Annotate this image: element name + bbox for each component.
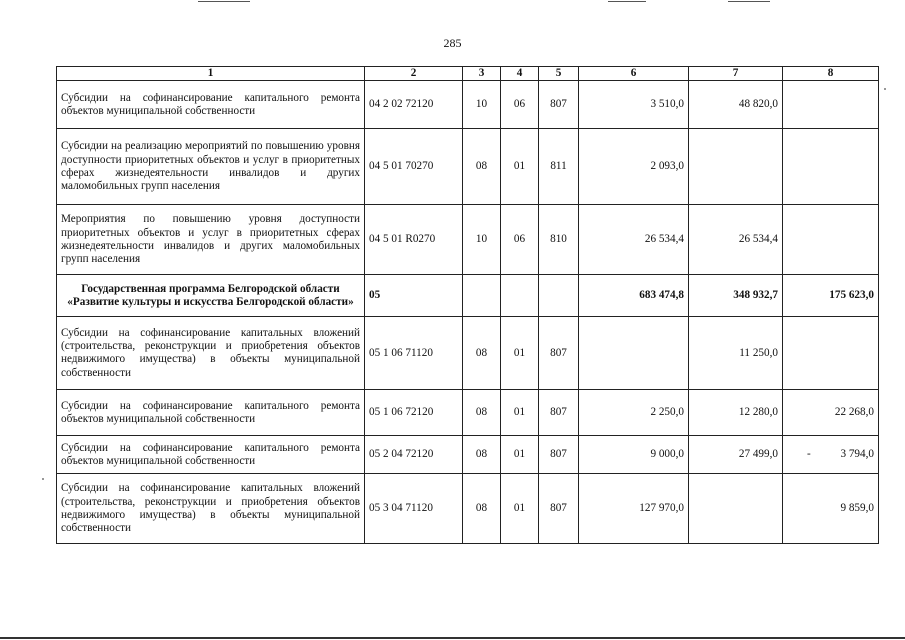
budget-table bbox=[56, 66, 879, 544]
row-section: 10 bbox=[463, 205, 501, 275]
table-row bbox=[57, 317, 879, 390]
row-value-8 bbox=[783, 436, 879, 474]
header-col-3: 3 bbox=[463, 67, 501, 81]
header-col-4: 4 bbox=[501, 67, 539, 81]
row-expense-type: 807 bbox=[539, 81, 579, 129]
row-code: 05 3 04 71120 bbox=[365, 474, 463, 544]
row-expense-type: 807 bbox=[539, 474, 579, 544]
row-value-6: 127 970,0 bbox=[579, 474, 689, 544]
row-description: Субсидии на софинансирование капитального ремонта объектов муниципальной собственности bbox=[57, 81, 365, 129]
row-expense-type: 811 bbox=[539, 129, 579, 205]
header-row bbox=[57, 67, 879, 81]
program-value-7: 348 932,7 bbox=[689, 275, 783, 317]
row-value-8 bbox=[783, 205, 879, 275]
row-expense-type bbox=[539, 275, 579, 317]
row-subsection: 06 bbox=[501, 81, 539, 129]
row-description: Субсидии на реализацию мероприятий по повышению уровня доступности приоритетных объектов и услуг в приоритетных сферах жизнедеятельности инвалидов и других маломобильных групп населения bbox=[57, 129, 365, 205]
scan-artifact bbox=[728, 1, 770, 2]
table-row bbox=[57, 81, 879, 129]
header-col-6: 6 bbox=[579, 67, 689, 81]
table-row bbox=[57, 474, 879, 544]
row-code: 05 1 06 72120 bbox=[365, 390, 463, 436]
row-subsection bbox=[501, 275, 539, 317]
program-title: Государственная программа Белгородской области «Развитие культуры и искусства Белгородской области» bbox=[57, 275, 365, 317]
row-value-6: 3 510,0 bbox=[579, 81, 689, 129]
program-code: 05 bbox=[365, 275, 463, 317]
row-code: 05 1 06 71120 bbox=[365, 317, 463, 390]
row-section: 10 bbox=[463, 81, 501, 129]
row-value-6: 9 000,0 bbox=[579, 436, 689, 474]
program-value-8: 175 623,0 bbox=[783, 275, 879, 317]
row-section: 08 bbox=[463, 436, 501, 474]
row-value-8 bbox=[783, 81, 879, 129]
row-section: 08 bbox=[463, 390, 501, 436]
row-subsection: 01 bbox=[501, 474, 539, 544]
row-expense-type: 807 bbox=[539, 390, 579, 436]
scan-artifact bbox=[42, 478, 44, 480]
row-value-6: 2 250,0 bbox=[579, 390, 689, 436]
table-row bbox=[57, 390, 879, 436]
table-row-program bbox=[57, 275, 879, 317]
row-expense-type: 810 bbox=[539, 205, 579, 275]
row-subsection: 06 bbox=[501, 205, 539, 275]
row-expense-type: 807 bbox=[539, 436, 579, 474]
row-value-8 bbox=[783, 317, 879, 390]
table-row bbox=[57, 205, 879, 275]
row-code: 04 5 01 70270 bbox=[365, 129, 463, 205]
row-value-8 bbox=[783, 129, 879, 205]
row-expense-type: 807 bbox=[539, 317, 579, 390]
row-value-6: 2 093,0 bbox=[579, 129, 689, 205]
row-section: 08 bbox=[463, 317, 501, 390]
scan-artifact bbox=[198, 1, 250, 2]
header-col-8: 8 bbox=[783, 67, 879, 81]
row-value-7: 12 280,0 bbox=[689, 390, 783, 436]
program-value-6: 683 474,8 bbox=[579, 275, 689, 317]
scan-artifact bbox=[608, 1, 646, 2]
header-col-2: 2 bbox=[365, 67, 463, 81]
table-row bbox=[57, 436, 879, 474]
page-edge bbox=[0, 637, 905, 639]
row-code: 04 2 02 72120 bbox=[365, 81, 463, 129]
row-subsection: 01 bbox=[501, 317, 539, 390]
row-code: 05 2 04 72120 bbox=[365, 436, 463, 474]
row-value-8: 9 859,0 bbox=[783, 474, 879, 544]
row-value-6: 26 534,4 bbox=[579, 205, 689, 275]
row-description: Субсидии на софинансирование капитального ремонта объектов муниципальной собственности bbox=[57, 390, 365, 436]
row-value-7 bbox=[689, 474, 783, 544]
row-value-7: 11 250,0 bbox=[689, 317, 783, 390]
row-subsection: 01 bbox=[501, 390, 539, 436]
page-number: 285 bbox=[443, 36, 462, 50]
table-row bbox=[57, 129, 879, 205]
row-value-7: 27 499,0 bbox=[689, 436, 783, 474]
header-col-7: 7 bbox=[689, 67, 783, 81]
row-value-8: 22 268,0 bbox=[783, 390, 879, 436]
row-description: Субсидии на софинансирование капитального ремонта объектов муниципальной собственности bbox=[57, 436, 365, 474]
row-value-7 bbox=[689, 129, 783, 205]
row-subsection: 01 bbox=[501, 129, 539, 205]
row-description: Субсидии на софинансирование капитальных вложений (строительства, реконструкции и приобретения объектов недвижимого имущества) в объекты муниципальной собственности bbox=[57, 474, 365, 544]
header-col-5: 5 bbox=[539, 67, 579, 81]
dash-mark: - bbox=[807, 448, 811, 461]
row-code: 04 5 01 R0270 bbox=[365, 205, 463, 275]
row-subsection: 01 bbox=[501, 436, 539, 474]
row-value-8-amount: 3 794,0 bbox=[840, 448, 874, 461]
row-description: Мероприятия по повышению уровня доступности приоритетных объектов и услуг в приоритетных сферах жизнедеятельности инвалидов и других маломобильных групп населения bbox=[57, 205, 365, 275]
row-description: Субсидии на софинансирование капитальных вложений (строительства, реконструкции и приобретения объектов недвижимого имущества) в объекты муниципальной собственности bbox=[57, 317, 365, 390]
row-section: 08 bbox=[463, 129, 501, 205]
row-section bbox=[463, 275, 501, 317]
scan-artifact bbox=[884, 88, 886, 90]
row-section: 08 bbox=[463, 474, 501, 544]
header-col-1: 1 bbox=[57, 67, 365, 81]
row-value-6 bbox=[579, 317, 689, 390]
row-value-7: 26 534,4 bbox=[689, 205, 783, 275]
row-value-7: 48 820,0 bbox=[689, 81, 783, 129]
